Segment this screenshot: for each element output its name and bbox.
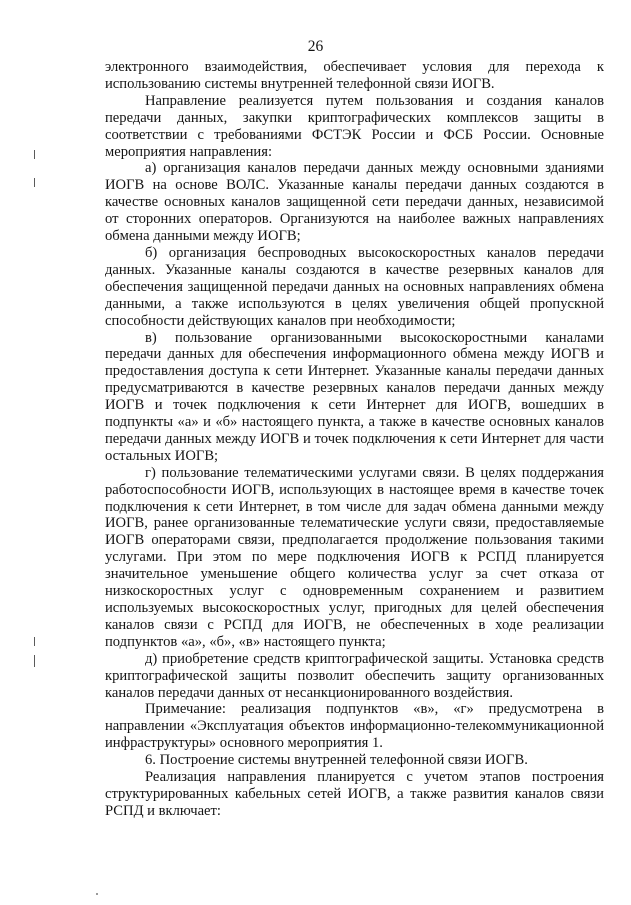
page-number: 26 <box>307 38 324 55</box>
margin-mark <box>34 655 35 667</box>
list-item-b: б) организация беспроводных высокоскоростных каналов передачи данных. Указанные каналы создаются в качестве резервных каналов для обеспечения защищенной передачи данных на основных направлениях обмена данными, а также используются в целях увеличения общей пропускной способности действующих каналов при необходимости; <box>105 244 604 329</box>
scan-artifact <box>96 893 98 895</box>
list-item-d: д) приобретение средств криптографической защиты. Установка средств криптографической защиты позволит обеспечить защиту организованных каналов передачи данных от несанкционированного воздействия. <box>105 650 604 701</box>
list-item-g: г) пользование телематическими услугами связи. В целях поддержания работоспособности ИОГВ, использующих в настоящее время в качестве точек подключения к сети Интернет, в том числе для задач обмена данными между ИОГВ, ранее организованные телематические услуги связи, предоставляемые ИОГВ операторами связи, предполагается продолжение пользования такими услугами. При этом по мере подключения ИОГВ к РСПД планируется значительное уменьшение общего количества услуг за счет отказа от низкоскоростных услуг с одновременным сохранением и развитием используемых высокоскоростных услуг, пригодных для целей обеспечения каналов связи с РСПД для ИОГВ, не обеспеченных в ходе реализации подпунктов «а», «б», «в» настоящего пункта; <box>105 464 604 650</box>
list-item-v: в) пользование организованными высокоскоростными каналами передачи данных для обеспечения информационного обмена между ИОГВ и предоставления доступа к сети Интернет. Указанные каналы передачи данных предусматриваются в качестве резервных каналов передачи данных между ИОГВ и точек подключения к сети Интернет для ИОГВ, вошедших в подпункты «а» и «б» настоящего пункта, а также в качестве основных каналов передачи данных между ИОГВ и точек подключения к сети Интернет для части остальных ИОГВ; <box>105 329 604 464</box>
section-heading: 6. Построение системы внутренней телефонной связи ИОГВ. <box>145 752 528 769</box>
margin-mark <box>34 178 35 187</box>
paragraph: электронного взаимодействия, обеспечивает условия для перехода к использованию системы внутренней телефонной связи ИОГВ. <box>105 59 604 92</box>
paragraph: Реализация направления планируется с учетом этапов построения структурированных кабельных сетей ИОГВ, а также развития каналов связи РСПД и включает: <box>105 769 604 819</box>
document-body <box>105 59 604 820</box>
paragraph: Направление реализуется путем пользования и создания каналов передачи данных, закупки криптографических комплексов защиты в соответствии с требованиями ФСТЭК России и ФСБ России. Основные мероприятия направления: <box>105 92 604 160</box>
note-paragraph: Примечание: реализация подпунктов «в», «г» предусмотрена в направлении «Эксплуатация объектов информационно-телекоммуникационной инфраструктуры» основного мероприятия 1. <box>105 701 604 752</box>
margin-mark <box>34 637 35 646</box>
list-item-a: а) организация каналов передачи данных между основными зданиями ИОГВ на основе ВОЛС. Указанные каналы передачи данных создаются в качестве основных каналов защищенной сети передачи данных, независимой от сторонних операторов. Организуются на наиболее важных направлениях обмена данными между ИОГВ; <box>105 160 604 245</box>
margin-mark <box>34 150 35 159</box>
